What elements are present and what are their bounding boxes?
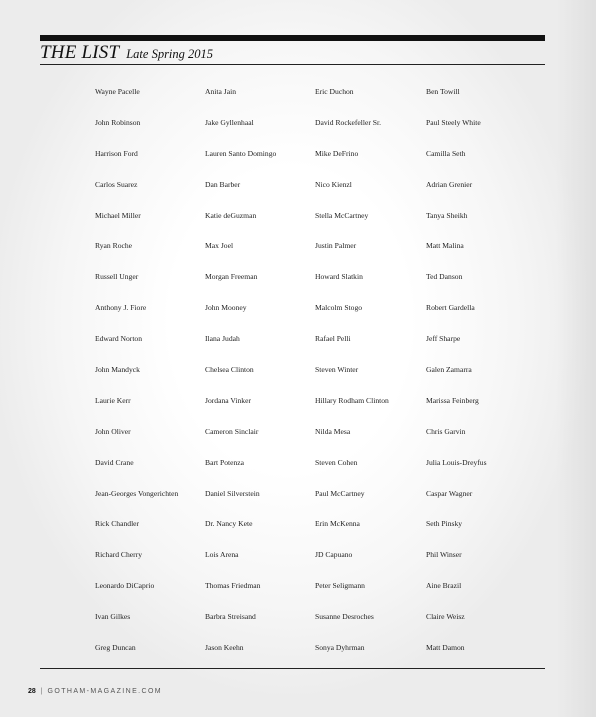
list-name: Jordana Vinker — [205, 395, 252, 405]
list-name: Anita Jain — [205, 87, 237, 96]
list-name: Marissa Feinberg — [426, 395, 479, 405]
list-name: John Mandyck — [95, 365, 140, 375]
list-name: Phil Winser — [426, 550, 462, 560]
list-name: Matt Malina — [426, 241, 464, 251]
list-name: Jake Gyllenhaal — [205, 117, 254, 127]
list-name: Eric Duchon — [315, 87, 354, 96]
list-name: Jason Keehn — [205, 643, 244, 653]
list-name: Ryan Roche — [95, 241, 133, 251]
list-name: David Rockefeller Sr. — [315, 117, 382, 127]
list-name: Harrison Ford — [95, 148, 138, 158]
name-list — [95, 86, 535, 673]
list-name: Wayne Pacelle — [95, 87, 140, 96]
list-name: Carlos Suarez — [95, 179, 138, 189]
list-name: David Crane — [95, 457, 134, 467]
footer-separator: | — [40, 688, 43, 695]
list-name: Jeff Sharpe — [426, 334, 461, 344]
list-name: Daniel Silverstein — [205, 488, 260, 498]
list-name: Laurie Kerr — [95, 395, 131, 405]
list-name: Ivan Gilkes — [95, 612, 131, 622]
list-name: Ted Danson — [426, 272, 463, 282]
list-name: Steven Winter — [315, 365, 359, 375]
list-name: Michael Miller — [95, 210, 141, 220]
list-name: Claire Weisz — [426, 612, 465, 622]
list-name: Matt Damon — [426, 643, 465, 653]
list-name: Seth Pinsky — [426, 519, 463, 529]
list-name: Jean-Georges Vongerichten — [95, 488, 179, 498]
list-name: Ben Towill — [426, 87, 460, 96]
list-name: Camilla Seth — [426, 148, 466, 158]
list-name: Nilda Mesa — [315, 426, 351, 436]
list-name: Morgan Freeman — [205, 272, 258, 282]
list-name: Paul McCartney — [315, 488, 365, 498]
list-name: Chris Garvin — [426, 426, 466, 436]
page-header — [40, 42, 545, 65]
list-name: Adrian Grenier — [426, 179, 473, 189]
list-name: Lois Arena — [205, 550, 239, 560]
list-name: Malcolm Stogo — [315, 303, 363, 313]
list-name: Russell Unger — [95, 272, 139, 282]
list-name: Chelsea Clinton — [205, 365, 254, 375]
list-name: Mike DeFrino — [315, 148, 359, 158]
list-name: Julia Louis-Dreyfus — [426, 457, 487, 467]
list-name: Justin Palmer — [315, 241, 357, 251]
list-name: Susanne Desroches — [315, 612, 374, 622]
list-name: Dr. Nancy Kete — [205, 519, 253, 529]
list-name: Anthony J. Fiore — [95, 303, 147, 313]
list-name: Robert Gardella — [426, 303, 475, 313]
list-name: Sonya Dyhrman — [315, 643, 365, 653]
list-name: Paul Steely White — [426, 117, 481, 127]
list-name: Stella McCartney — [315, 210, 369, 220]
list-name: Lauren Santo Domingo — [205, 148, 277, 158]
list-name: Leonardo DiCaprio — [95, 581, 155, 591]
list-name: Peter Seligmann — [315, 581, 365, 591]
list-name: Hillary Rodham Clinton — [315, 395, 389, 405]
list-name: Erin McKenna — [315, 519, 360, 529]
list-name: Rafael Pelli — [315, 334, 351, 344]
list-name: JD Capuano — [315, 550, 353, 560]
list-name: Bart Potenza — [205, 457, 245, 467]
page-footer — [28, 687, 162, 697]
list-name: Ilana Judah — [205, 334, 240, 344]
list-name: Max Joel — [205, 241, 234, 251]
list-name: Greg Duncan — [95, 643, 136, 653]
list-name: Katie deGuzman — [205, 210, 257, 220]
site-name: GOTHAM-MAGAZINE.COM — [47, 688, 163, 695]
page-curl-shadow — [556, 0, 596, 717]
list-name: Nico Kienzl — [315, 179, 352, 189]
list-name: John Mooney — [205, 303, 247, 313]
page-number: 28 — [28, 688, 36, 695]
list-name: Aine Brazil — [426, 581, 462, 591]
list-name: Tanya Sheikh — [426, 210, 468, 220]
list-name: Thomas Friedman — [205, 581, 261, 591]
list-name: Cameron Sinclair — [205, 426, 259, 436]
list-name: Galen Zamarra — [426, 365, 472, 375]
list-name: Howard Slatkin — [315, 272, 363, 282]
list-name: Dan Barber — [205, 179, 241, 189]
footer-rule — [40, 668, 545, 669]
issue-subtitle: Late Spring 2015 — [126, 47, 214, 61]
list-name: Steven Cohen — [315, 457, 358, 467]
header-top-rule — [40, 35, 545, 41]
list-name: Edward Norton — [95, 334, 143, 344]
list-name: John Oliver — [95, 426, 131, 436]
list-name: Richard Cherry — [95, 550, 143, 560]
list-name: John Robinson — [95, 117, 141, 127]
page-title: THE LIST — [40, 42, 120, 63]
list-name: Caspar Wagner — [426, 488, 473, 498]
list-name: Barbra Streisand — [205, 612, 256, 622]
list-name: Rick Chandler — [95, 519, 140, 529]
